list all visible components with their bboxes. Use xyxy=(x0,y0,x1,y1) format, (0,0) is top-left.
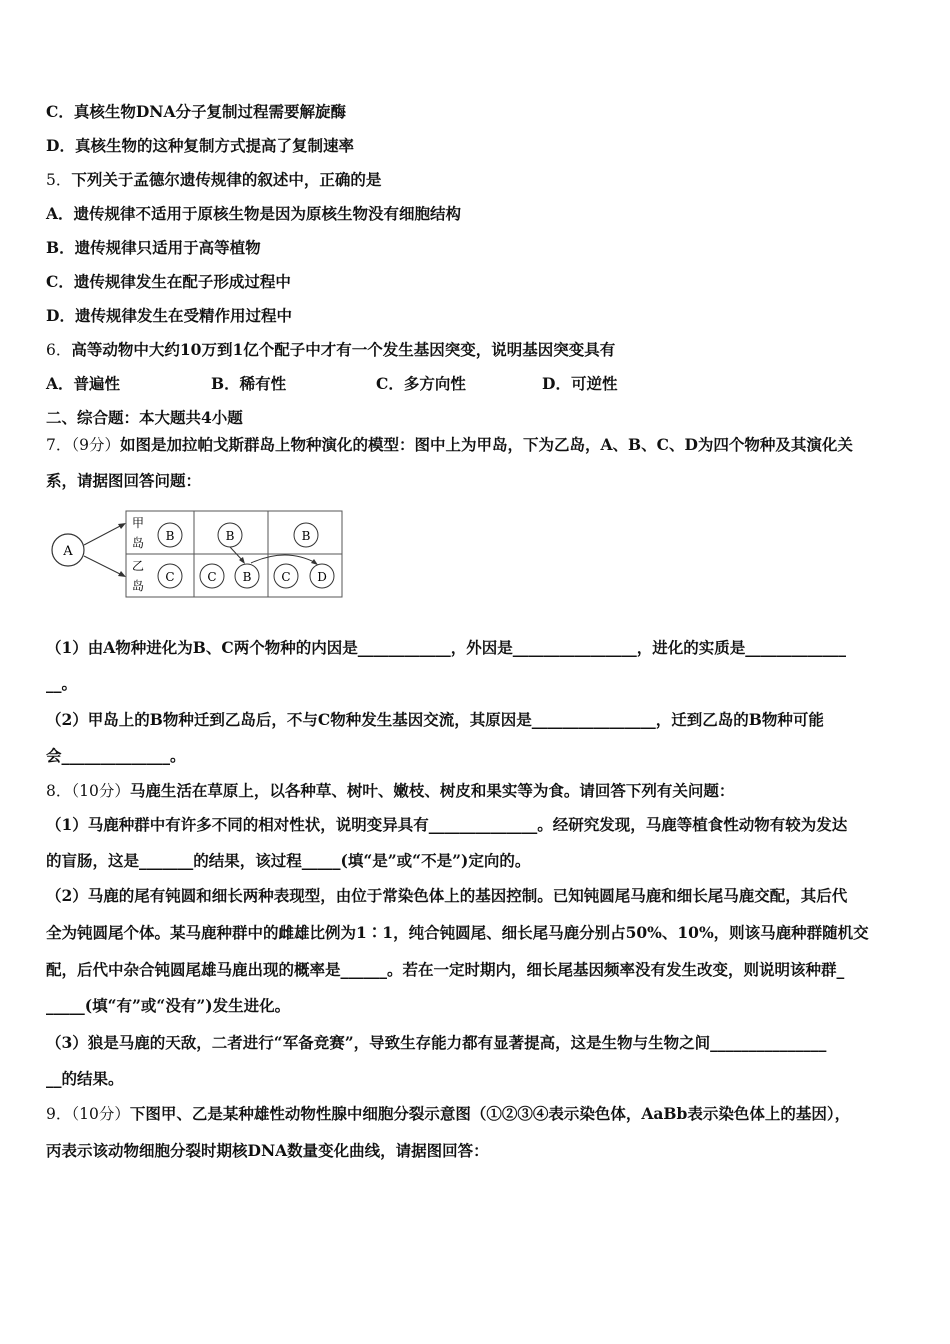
q8-part2-line4: _____(填“有”或“没有”)发生进化。 xyxy=(46,996,291,1015)
arrow-a-to-bottom xyxy=(84,556,122,575)
bottom-d-label: D xyxy=(317,570,327,584)
q8-part2-line1: （2）马鹿的尾有钝圆和细长两种表现型，由位于常染色体上的基因控制。已知钝圆尾马鹿和细长尾马鹿交配，其后代 xyxy=(46,886,848,905)
q6-option-b: B．稀有性 xyxy=(211,374,287,393)
q6-option-a: A．普遍性 xyxy=(46,374,121,393)
q8-number: 8． xyxy=(46,782,72,800)
q7-part1-line1: （1）由A物种进化为B、C两个物种的内因是____________，外因是________________，进化的实质是_____________ xyxy=(46,638,847,657)
q8-part3-line2: __的结果。 xyxy=(46,1069,124,1088)
q6-option-c: C．多方向性 xyxy=(376,374,466,393)
q9-stem-line1 xyxy=(46,1104,850,1124)
speciation-diagram xyxy=(46,503,346,603)
island-bottom-char2: 岛 xyxy=(132,579,145,593)
q5-stem xyxy=(46,170,381,190)
q7-part2-line1: （2）甲岛上的B物种迁到乙岛后，不与C物种发生基因交流，其原因是________________，迁到乙岛的B物种可能 xyxy=(46,710,824,729)
q7-part1-line2: __。 xyxy=(46,674,78,693)
q9-number: 9． xyxy=(46,1105,72,1123)
bottom-c-label-3: C xyxy=(281,570,291,584)
island-top-char2: 岛 xyxy=(132,536,145,550)
q6-option-d: D．可逆性 xyxy=(542,374,618,393)
q4-option-c: C．真核生物DNA分子复制过程需要解旋酶 xyxy=(46,102,346,121)
q7-stem-line1 xyxy=(46,435,853,455)
q8-score: （10分） xyxy=(71,782,130,800)
q5-number: 5． xyxy=(46,171,72,189)
q8-stem-text: 马鹿生活在草原上，以各种草、树叶、嫩枝、树皮和果实等为食。请回答下列有关问题： xyxy=(129,781,735,800)
q9-stem-text: 下图甲、乙是某种雄性动物性腺中细胞分裂示意图（①②③④表示染色体，AaBb表示染色体上的基因）， xyxy=(129,1104,851,1123)
q4-option-d: D．真核生物的这种复制方式提高了复制速率 xyxy=(46,136,354,155)
q7-score: （9分） xyxy=(71,436,120,454)
q8-part3-line1: （3）狼是马鹿的天敌，二者进行“军备竞赛”，导致生存能力都有显著提高，这是生物与生物之间_______________ xyxy=(46,1033,827,1052)
q6-number: 6． xyxy=(46,341,72,359)
island-top-char1: 甲 xyxy=(132,516,145,530)
q7-stem-text: 如图是加拉帕戈斯群岛上物种演化的模型：图中上为甲岛，下为乙岛，A、B、C、D为四个物种及其演化关 xyxy=(120,435,853,454)
top-b-label-2: B xyxy=(225,529,235,543)
bottom-c-label-2: C xyxy=(207,570,217,584)
bottom-b-label: B xyxy=(242,570,252,584)
q9-score: （10分） xyxy=(71,1105,130,1123)
evolution-arrow-head xyxy=(311,559,318,565)
island-bottom-char1: 乙 xyxy=(132,559,145,573)
species-a-label: A xyxy=(63,544,73,559)
q5-text: 下列关于孟德尔遗传规律的叙述中，正确的是 xyxy=(71,170,382,189)
bottom-c-label-1: C xyxy=(165,570,175,584)
q8-part1-line1: （1）马鹿种群中有许多不同的相对性状，说明变异具有______________。经研究发现，马鹿等植食性动物有较为发达 xyxy=(46,815,848,834)
top-b-label-1: B xyxy=(165,529,175,543)
q7-stem-line2: 系，请据图回答问题： xyxy=(46,471,202,490)
q8-part2-line3: 配，后代中杂合钝圆尾雄马鹿出现的概率是______。若在一定时期内，细长尾基因频率没有发生改变，则说明该种群_ xyxy=(46,960,845,979)
top-b-label-3: B xyxy=(301,529,311,543)
q8-part2-line2: 全为钝圆尾个体。某马鹿种群中的雌雄比例为1∶1，纯合钝圆尾、细长尾马鹿分别占50%、10%，则该马鹿种群随机交 xyxy=(46,923,869,942)
q6-text: 高等动物中大约10万到1亿个配子中才有一个发生基因突变，说明基因突变具有 xyxy=(71,340,616,359)
section-heading: 二、综合题：本大题共4小题 xyxy=(46,408,243,427)
arrow-a-to-top xyxy=(84,525,122,545)
q8-part1-line2: 的盲肠，这是_______的结果，该过程_____(填“是”或“不是”)定向的。 xyxy=(46,851,531,870)
q5-option-b: B．遗传规律只适用于高等植物 xyxy=(46,238,261,257)
q8-stem xyxy=(46,781,734,801)
q7-part2-line2: 会______________。 xyxy=(46,746,186,765)
q5-option-a: A．遗传规律不适用于原核生物是因为原核生物没有细胞结构 xyxy=(46,204,462,223)
q9-stem-line2: 丙表示该动物细胞分裂时期核DNA数量变化曲线，请据图回答： xyxy=(46,1141,489,1160)
q6-stem xyxy=(46,340,615,360)
q5-option-d: D．遗传规律发生在受精作用过程中 xyxy=(46,306,292,325)
evolution-arrow-curve xyxy=(251,555,316,563)
q5-option-c: C．遗传规律发生在配子形成过程中 xyxy=(46,272,291,291)
q7-number: 7． xyxy=(46,436,72,454)
